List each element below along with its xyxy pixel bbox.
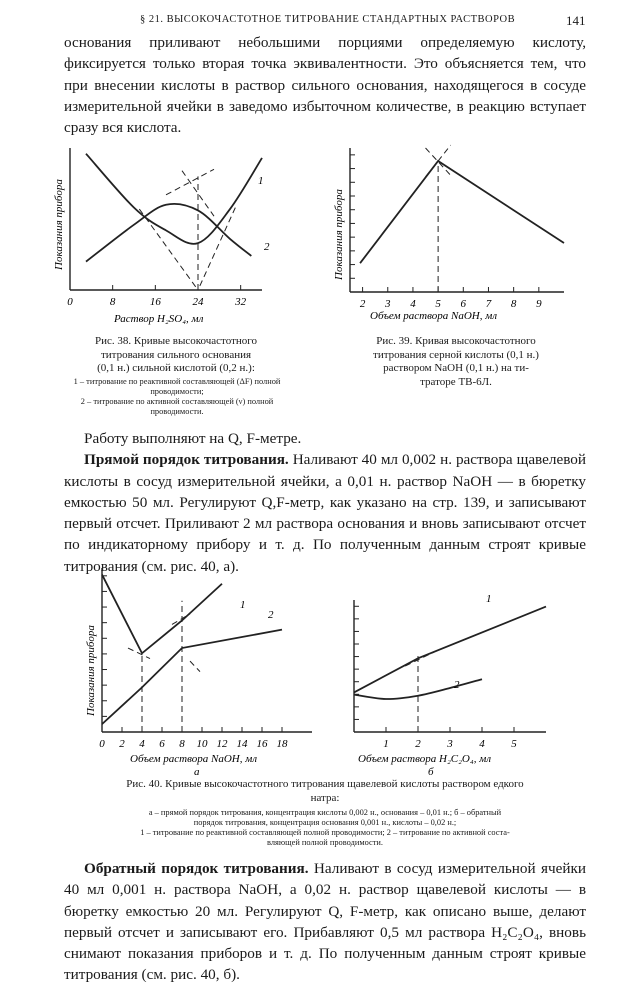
work-line: Работу выполняют на Q, F-метре. <box>84 430 302 447</box>
fig40-caption <box>60 778 590 805</box>
fig40b-panel-label: б <box>428 766 434 778</box>
fig39-x-tick-label: 7 <box>485 298 492 310</box>
running-title: § 21. ВЫСОКОЧАСТОТНОЕ ТИТРОВАНИЕ СТАНДАРТНЫХ РАСТВОРОВ <box>140 14 516 25</box>
fig38-extrapolation-line <box>198 208 235 290</box>
fig40-legend-line: 1 – титрование по реактивной составляющей полной проводимости; 2 – титрование по активной соста- <box>140 828 510 837</box>
fig40-legend-line: вляющей полной проводимости. <box>267 838 383 847</box>
fig40b-x-tick-label: 1 <box>383 738 389 750</box>
fig38-series-1-label: 1 <box>258 175 264 187</box>
fig40b-x-label: Объем раствора H₂C₂O₄, мл <box>358 753 492 765</box>
fig40b-x-tick-label: 4 <box>479 738 485 750</box>
fig40b-x-tick-label: 2 <box>415 738 421 750</box>
fig40a-x-tick-label: 10 <box>196 738 208 750</box>
fig40a-axes <box>102 568 312 732</box>
fig38-extrapolation-line <box>139 209 198 290</box>
fig40a-chart <box>82 566 322 778</box>
fig40b-ticks <box>354 606 514 732</box>
paragraph-direct <box>64 428 586 577</box>
fig40-legend <box>60 808 590 848</box>
fig39-x-tick-label: 2 <box>359 298 366 310</box>
paragraph-reverse <box>64 858 586 986</box>
fig40-legend-line: порядок титрования, концентрация основания 0,001 н., кислоты – 0,02 н.; <box>193 818 457 827</box>
fig40a-series-1-label: 1 <box>240 599 246 611</box>
fig38-x-tick-label: 24 <box>192 296 204 308</box>
fig40a-panel-label: а <box>194 766 200 778</box>
fig38-chart <box>52 142 290 330</box>
fig40a-x-label: Объем раствора NaOH, мл <box>130 753 258 765</box>
fig38-series-2-label: 2 <box>264 241 270 253</box>
fig38-y-label: Показания прибора <box>53 179 65 270</box>
fig39-axes <box>350 148 564 292</box>
fig40a-x-tick-label: 16 <box>256 738 268 750</box>
fig40b-series <box>354 607 546 699</box>
fig40a-x-tick-label: 14 <box>236 738 248 750</box>
fig39-x-label: Объем раствора NaOH, мл <box>370 310 498 322</box>
fig39-x-tick-label: 9 <box>536 298 542 310</box>
fig39-series-1-line <box>360 161 564 263</box>
fig40a-series-2-line <box>102 630 282 724</box>
fig40-legend-line: а – прямой порядок титрования, концентрация кислоты 0,002 н., основания – 0,01 н.; б – обратный <box>148 808 502 817</box>
direct-heading: Прямой порядок титрования. <box>84 451 289 469</box>
fig39-tick-labels <box>360 298 542 310</box>
fig40b-tick-labels <box>383 738 517 750</box>
fig39-caption-line: Рис. 39. Кривая высокочастотного <box>376 335 536 347</box>
fig40b-series-1-line <box>354 607 546 693</box>
fig39-x-tick-label: 8 <box>510 298 517 310</box>
reverse-text: Наливают в сосуд измерительной ячейки 40 мл 0,001 н. раствора NaOH, а 0,02 н. раствор щавелевой кислоты — в бюретку емкостью 20 мл. Регулируют Q, F-метр, как описано выше, делают первый отсчет и записывают его. Прибавляют 0,5 мл раствора H₂C₂O₄, вновь снимают показания приборов и т. д. По полученным данным строят кривые титрования (см. рис. 40, б). <box>64 860 586 984</box>
fig38-tick-labels <box>67 296 246 308</box>
fig38-x-tick-label: 0 <box>67 296 73 308</box>
fig40a-x-tick-label: 12 <box>216 738 228 750</box>
fig39-caption-line: траторе ТВ-6Л. <box>420 375 492 388</box>
fig40-caption-line: Рис. 40. Кривые высокочастотного титрования щавелевой кислоты раствором едкого <box>126 778 524 790</box>
reverse-heading: Обратный порядок титрования. <box>84 860 309 877</box>
fig40a-x-tick-label: 18 <box>276 738 288 750</box>
paragraph-top-text: основания приливают небольшими порциями определяемую кислоту, фиксируется только вторая точка эквивалентности. Это объясняется тем, что при внесении кислоты в раствор сильного основания, находящегося в сосуде измерительной ячейки в заведомо избыточном количестве, в реакцию вступает сразу вся кислота. <box>64 34 586 137</box>
fig38-series <box>86 154 262 262</box>
fig38-legend-line: 2 – титрование по активной составляющей (ν) полной проводимости. <box>80 397 274 416</box>
fig39-x-tick-label: 6 <box>460 298 467 310</box>
fig40a-x-tick-label: 8 <box>179 738 185 750</box>
fig40b-series-1-label: 1 <box>486 593 492 605</box>
fig39-caption <box>340 335 572 389</box>
fig38-x-tick-label: 32 <box>235 296 247 308</box>
fig40a-x-tick-label: 0 <box>99 738 105 750</box>
fig40b-x-tick-label: 5 <box>511 738 517 750</box>
fig40a-tick-labels <box>99 738 288 750</box>
fig39-chart <box>332 142 572 330</box>
fig40a-ticks <box>102 576 282 732</box>
paragraph-top <box>64 32 586 138</box>
fig38-legend <box>66 377 288 417</box>
fig40a-x-tick-label: 2 <box>119 738 125 750</box>
fig40a-series <box>102 575 282 725</box>
fig39-caption-line: титрования серной кислоты (0,1 н.) <box>373 348 539 361</box>
fig38-x-tick-label: 16 <box>149 296 161 308</box>
fig40-caption-line: натра: <box>310 791 340 804</box>
fig39-x-tick-label: 4 <box>410 298 416 310</box>
fig38-x-tick-label: 8 <box>109 296 116 308</box>
fig38-legend-line: 1 – титрование по реактивной составляющей (ΔF) полной проводимости; <box>73 377 281 396</box>
fig39-x-tick-label: 3 <box>385 298 391 310</box>
fig40a-series-1-line <box>102 575 222 654</box>
fig40a-x-tick-label: 6 <box>159 738 165 750</box>
fig38-x-label: Раствор H₂SO₄, мл <box>114 313 204 325</box>
fig39-x-tick-label: 5 <box>435 298 441 310</box>
fig39-ticks <box>350 155 539 292</box>
fig38-caption <box>62 335 290 376</box>
fig40a-y-label: Показания прибора <box>85 625 97 716</box>
fig39-y-label: Показания прибора <box>333 189 345 280</box>
page-number: 141 <box>566 13 586 28</box>
fig38-caption-line: Рис. 38. Кривые высокочастотного <box>94 335 258 347</box>
fig38-ticks <box>113 285 241 290</box>
fig38-caption-line: (0,1 н.) сильной кислотой (0,2 н.): <box>97 362 255 374</box>
fig38-series-1-line <box>86 154 262 244</box>
fig40a-x-tick-label: 4 <box>139 738 145 750</box>
fig40b-x-tick-label: 3 <box>447 738 453 750</box>
fig39-series <box>360 161 564 263</box>
fig38-caption-line: титрования сильного основания <box>100 348 252 361</box>
direct-text: Наливают 40 мл 0,002 н. раствора щавелевой кислоты в сосуд измерительной ячейки, а 0,01 н. раствор NaOH — в бюретку емкостью 50 мл. Регулируют Q,F-метр, как указано на стр. 139, и записывают первый отсчет. Приливают 2 мл раствора основания и вновь записывают отсчет по индикаторному прибору и т. д. По полученным данным строят кривые титрования (см. рис. 40, а). <box>64 451 586 575</box>
fig40b-chart <box>336 566 558 778</box>
fig39-caption-line: раствором NaOH (0,1 н.) на ти- <box>383 362 529 374</box>
fig40a-extrapolation-line <box>190 661 200 671</box>
fig40b-axes <box>354 600 546 732</box>
fig40b-series-2-label: 2 <box>454 679 460 691</box>
fig40a-series-2-label: 2 <box>268 609 274 621</box>
